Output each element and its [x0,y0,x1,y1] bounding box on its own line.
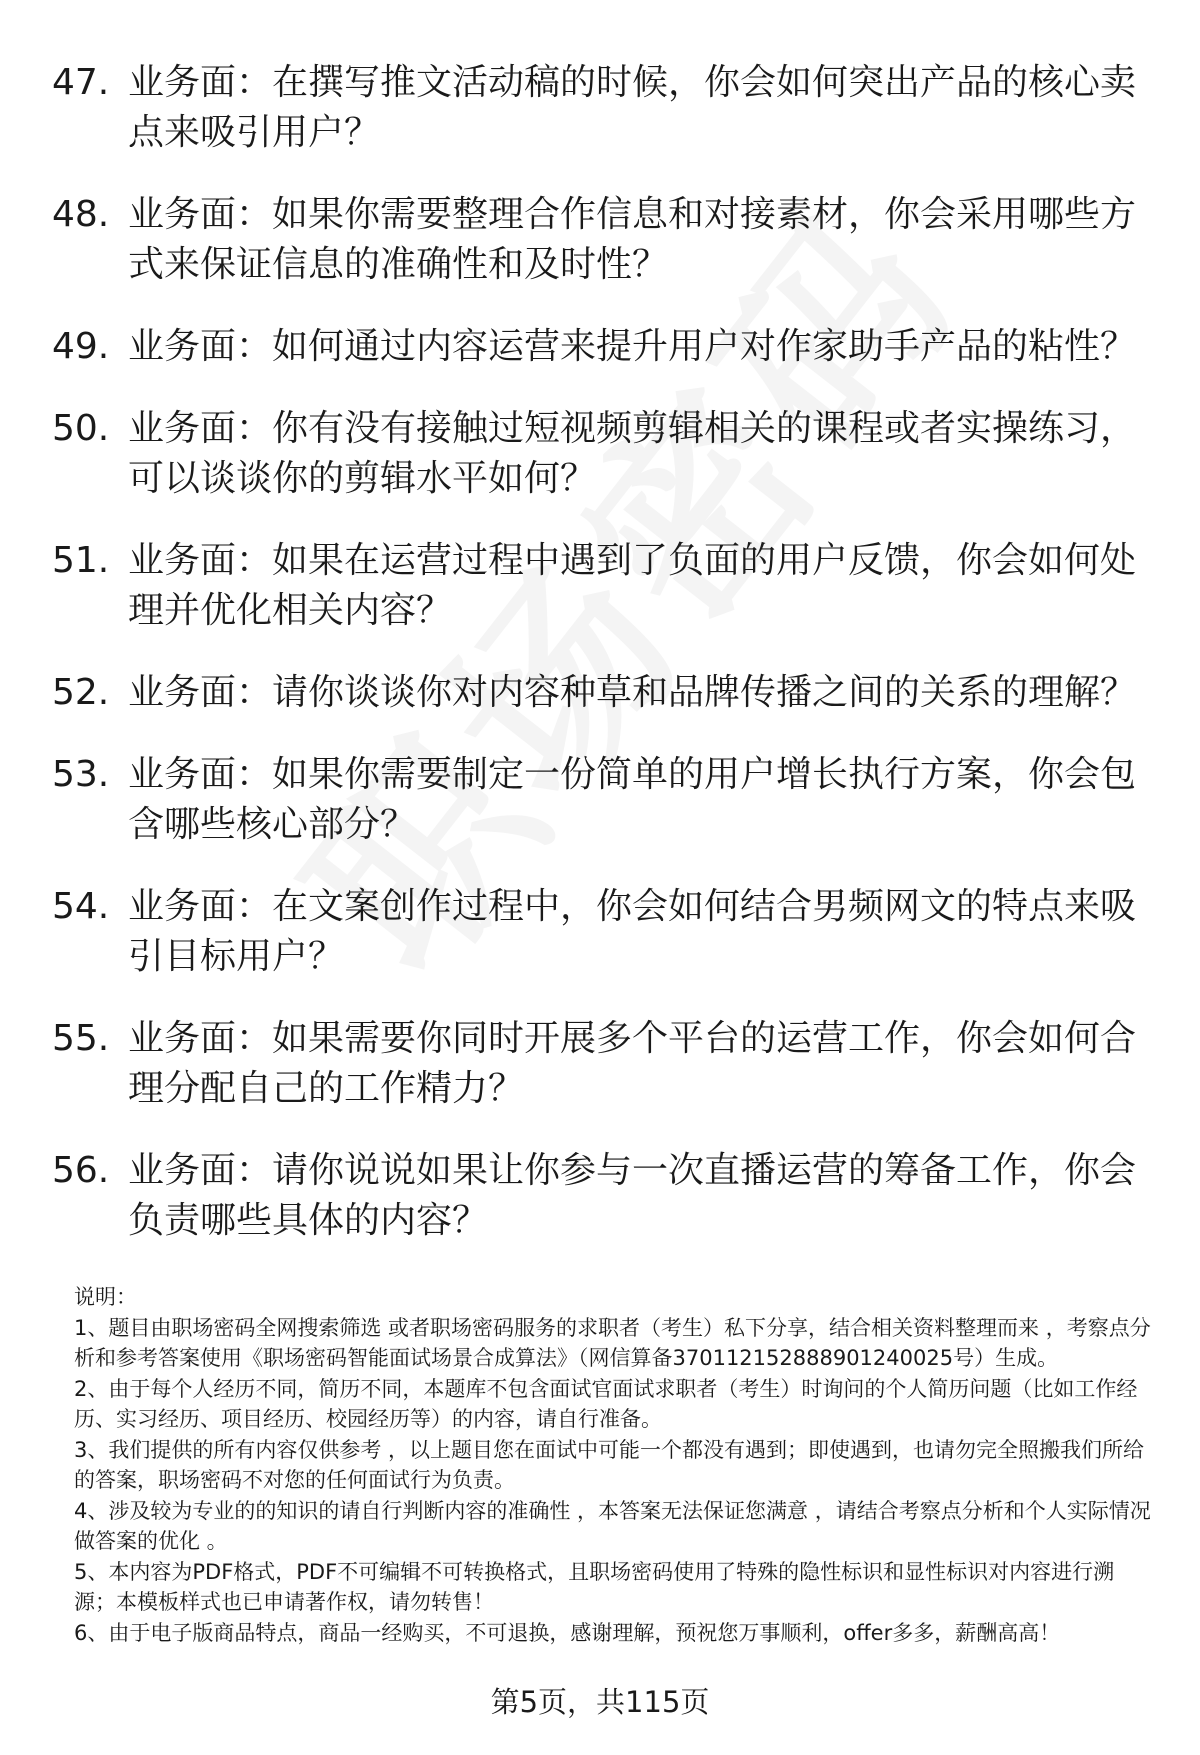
note-item: 1、题目由职场密码全网搜索筛选 或者职场密码服务的求职者（考生）私下分享，结合相关资料整理而来 ，考察点分析和参考答案使用《职场密码智能面试场景合成算法》（网信算备370112152888901240025号）生成。 [74,1315,1151,1370]
question-number: 47. [52,62,110,103]
question-list [52,58,1152,1278]
question-text: 业务面：请你谈谈你对内容种草和品牌传播之间的关系的理解？ [128,672,1137,713]
note-item: 3、我们提供的所有内容仅供参考 ，以上题目您在面试中可能一个都没有遇到；即使遇到，也请勿完全照搬我们所给的答案，职场密码不对您的任何面试行为负责。 [74,1437,1145,1492]
notes-section [74,1282,1152,1648]
question-text: 业务面：在撰写推文活动稿的时候，你会如何突出产品的核心卖点来吸引用户？ [128,62,1137,153]
note-item: 6、由于电子版商品特点，商品一经购买，不可退换，感谢理解，预祝您万事顺利，offer多多，薪酬高高！ [74,1620,1061,1645]
question-text: 业务面：你有没有接触过短视频剪辑相关的课程或者实操练习，可以谈谈你的剪辑水平如何？ [128,408,1137,499]
question-item [52,536,1152,636]
question-item [52,668,1152,718]
question-number: 49. [52,326,110,367]
question-number: 53. [52,754,110,795]
question-item [52,322,1152,372]
question-number: 54. [52,886,110,927]
question-number: 52. [52,672,110,713]
question-item [52,750,1152,850]
question-item [52,404,1152,504]
question-item [52,58,1152,158]
question-item [52,1014,1152,1114]
question-number: 56. [52,1150,110,1191]
question-text: 业务面：如何通过内容运营来提升用户对作家助手产品的粘性？ [128,326,1137,367]
question-text: 业务面：如果需要你同时开展多个平台的运营工作，你会如何合理分配自己的工作精力？ [128,1018,1137,1109]
note-item: 4、涉及较为专业的的知识的请自行判断内容的准确性 ，本答案无法保证您满意 ，请结合考察点分析和个人实际情况做答案的优化 。 [74,1498,1151,1553]
question-item [52,190,1152,290]
question-number: 55. [52,1018,110,1059]
question-number: 51. [52,540,110,581]
question-text: 业务面：在文案创作过程中，你会如何结合男频网文的特点来吸引目标用户？ [128,886,1137,977]
question-text: 业务面：如果你需要制定一份简单的用户增长执行方案，你会包含哪些核心部分？ [128,754,1137,845]
question-text: 业务面：请你说说如果让你参与一次直播运营的筹备工作，你会负责哪些具体的内容？ [128,1150,1137,1241]
question-item [52,882,1152,982]
question-text: 业务面：如果在运营过程中遇到了负面的用户反馈，你会如何处理并优化相关内容？ [128,540,1137,631]
question-item [52,1146,1152,1246]
question-number: 48. [52,194,110,235]
question-number: 50. [52,408,110,449]
page-number: 第5页，共115页 [490,1685,710,1719]
notes-title: 说明： [74,1285,137,1309]
note-item: 5、本内容为PDF格式，PDF不可编辑不可转换格式，且职场密码使用了特殊的隐性标识和显性标识对内容进行溯源；本模板样式也已申请著作权，请勿转售！ [74,1559,1115,1614]
note-item: 2、由于每个人经历不同，简历不同，本题库不包含面试官面试求职者（考生）时询问的个人简历问题（比如工作经历、实习经历、项目经历、校园经历等）的内容，请自行准备。 [74,1376,1138,1431]
question-text: 业务面：如果你需要整理合作信息和对接素材，你会采用哪些方式来保证信息的准确性和及时性？ [128,194,1137,285]
